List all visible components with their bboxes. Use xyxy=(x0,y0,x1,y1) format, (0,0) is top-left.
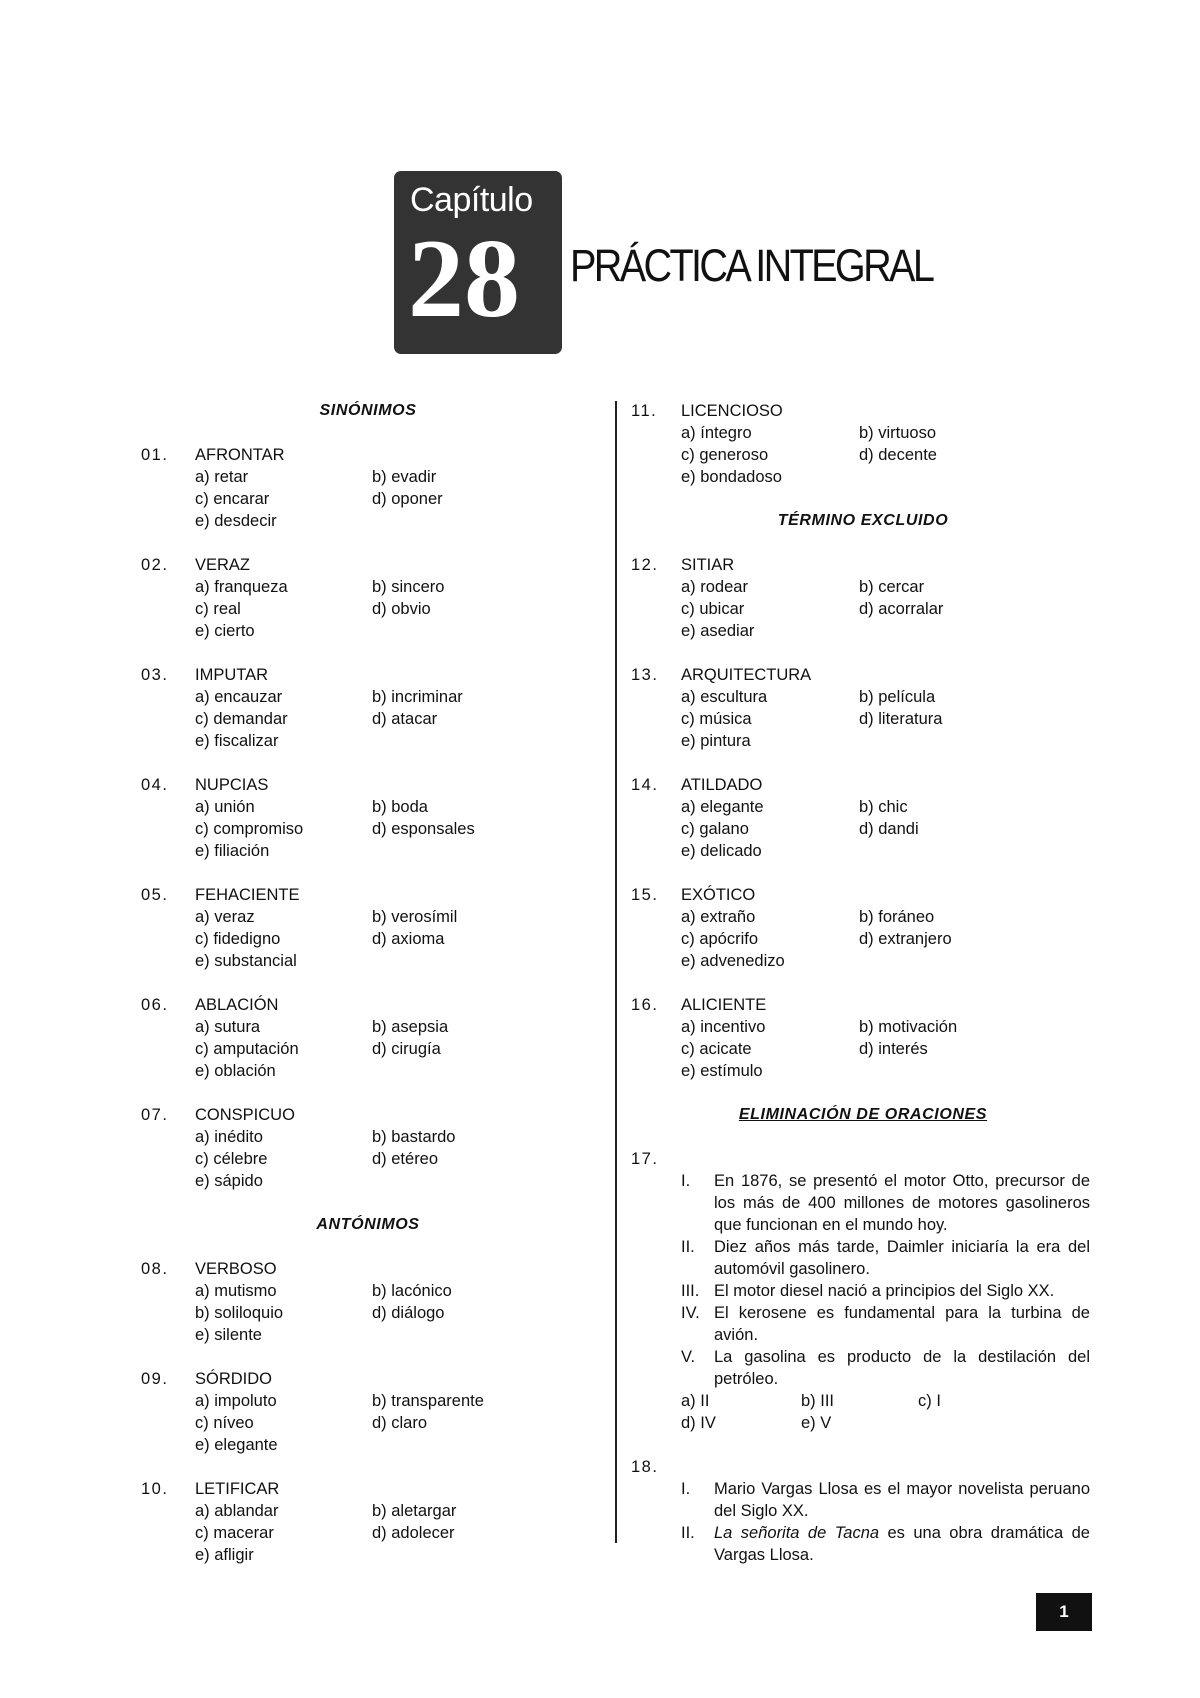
question-word: SITIAR xyxy=(681,556,735,574)
statement-5 xyxy=(628,1346,1090,1390)
section-heading-eliminacion: ELIMINACIÓN DE ORACIONES xyxy=(738,1106,988,1123)
option-b: b) bastardo xyxy=(372,1128,456,1146)
option-a: a) encauzar xyxy=(195,688,283,706)
option-a: a) extraño xyxy=(681,908,756,926)
option-b: b) lacónico xyxy=(372,1282,452,1300)
option-d: d) decente xyxy=(859,446,937,464)
question-08 xyxy=(138,1258,598,1346)
question-word: VERBOSO xyxy=(195,1260,277,1278)
roman-numeral: I. xyxy=(681,1480,691,1498)
option-c: c) apócrifo xyxy=(681,930,759,948)
question-number: 03. xyxy=(141,666,169,684)
left-column xyxy=(138,400,598,1588)
question-09 xyxy=(138,1368,598,1456)
question-number: 07. xyxy=(141,1106,169,1124)
question-word: LETIFICAR xyxy=(195,1480,280,1498)
option-a: a) impoluto xyxy=(195,1392,277,1410)
option-a: a) II xyxy=(681,1392,710,1410)
option-b: b) asepsia xyxy=(372,1018,449,1036)
question-number: 16. xyxy=(631,996,659,1014)
option-b: b) chic xyxy=(859,798,908,816)
roman-numeral: V. xyxy=(681,1348,696,1366)
option-c: c) ubicar xyxy=(681,600,745,618)
option-d: d) claro xyxy=(372,1414,428,1432)
question-number: 01. xyxy=(141,446,169,464)
statement-text: En 1876, se presentó el motor Otto, precursor de los más de 400 millones de motores gasolineros que funcionan en el mundo hoy. xyxy=(714,1172,1090,1234)
question-16 xyxy=(628,994,1098,1082)
question-13 xyxy=(628,664,1098,752)
option-b: b) verosímil xyxy=(372,908,458,926)
option-a: a) unión xyxy=(195,798,255,816)
question-number: 15. xyxy=(631,886,659,904)
option-c: c) generoso xyxy=(681,446,769,464)
question-18 xyxy=(628,1456,1098,1566)
question-number: 18. xyxy=(631,1458,659,1476)
right-column xyxy=(628,400,1098,1588)
question-number: 13. xyxy=(631,666,659,684)
chapter-number: 28 xyxy=(408,217,520,341)
question-word: EXÓTICO xyxy=(681,886,756,904)
question-word: CONSPICUO xyxy=(195,1106,295,1124)
option-e: e) substancial xyxy=(195,952,297,970)
chapter-badge xyxy=(394,171,562,354)
question-17 xyxy=(628,1148,1098,1434)
option-c: c) encarar xyxy=(195,490,270,508)
column-divider xyxy=(615,401,617,1543)
question-word: FEHACIENTE xyxy=(195,886,300,904)
option-d: d) acorralar xyxy=(859,600,944,618)
option-a: a) elegante xyxy=(681,798,764,816)
question-word: ALICIENTE xyxy=(681,996,767,1014)
question-word: AFRONTAR xyxy=(195,446,285,464)
option-c: c) demandar xyxy=(195,710,288,728)
option-b: b) incriminar xyxy=(372,688,463,706)
option-a: a) inédito xyxy=(195,1128,263,1146)
question-number: 17. xyxy=(631,1150,659,1168)
question-07 xyxy=(138,1104,598,1192)
question-03 xyxy=(138,664,598,752)
option-c: c) real xyxy=(195,600,241,618)
option-b: b) transparente xyxy=(372,1392,484,1410)
question-04 xyxy=(138,774,598,862)
option-c: c) amputación xyxy=(195,1040,299,1058)
option-b: b) aletargar xyxy=(372,1502,457,1520)
statement-2 xyxy=(628,1236,1090,1280)
question-01 xyxy=(138,444,598,532)
option-d: d) literatura xyxy=(859,710,943,728)
option-d: d) diálogo xyxy=(372,1304,445,1322)
page-number: 1 xyxy=(1036,1593,1092,1631)
work-title: La señorita de Tacna xyxy=(714,1524,880,1542)
question-number: 14. xyxy=(631,776,659,794)
option-c: c) música xyxy=(681,710,752,728)
question-number: 10. xyxy=(141,1480,169,1498)
option-d: d) obvio xyxy=(372,600,431,618)
statement-1 xyxy=(628,1478,1090,1522)
option-e: e) V xyxy=(801,1414,832,1432)
option-b: b) virtuoso xyxy=(859,424,937,442)
statement-2 xyxy=(628,1522,1090,1566)
option-b: b) III xyxy=(801,1392,835,1410)
option-b: b) evadir xyxy=(372,468,437,486)
option-b: b) foráneo xyxy=(859,908,935,926)
option-d: d) interés xyxy=(859,1040,928,1058)
option-a: a) franqueza xyxy=(195,578,288,596)
question-12 xyxy=(628,554,1098,642)
option-b: b) cercar xyxy=(859,578,925,596)
statement-text: La gasolina es producto de la destilación del petróleo. xyxy=(714,1348,1090,1388)
option-d: d) extranjero xyxy=(859,930,952,948)
section-heading-antonimos: ANTÓNIMOS xyxy=(316,1216,420,1233)
option-a: a) escultura xyxy=(681,688,768,706)
question-02 xyxy=(138,554,598,642)
question-06 xyxy=(138,994,598,1082)
option-d: d) esponsales xyxy=(372,820,475,838)
chapter-title: PRÁCTICA INTEGRAL xyxy=(570,240,933,291)
option-e: e) delicado xyxy=(681,842,762,860)
option-c: c) acicate xyxy=(681,1040,752,1058)
roman-numeral: III. xyxy=(681,1282,700,1300)
option-e: e) advenedizo xyxy=(681,952,785,970)
option-e: e) elegante xyxy=(195,1436,278,1454)
question-number: 02. xyxy=(141,556,169,574)
option-a: a) sutura xyxy=(195,1018,261,1036)
question-word: VERAZ xyxy=(195,556,251,574)
question-number: 04. xyxy=(141,776,169,794)
roman-numeral: II. xyxy=(681,1238,695,1256)
option-d: d) etéreo xyxy=(372,1150,439,1168)
option-c: c) fidedigno xyxy=(195,930,281,948)
option-c: c) célebre xyxy=(195,1150,268,1168)
option-a: a) mutismo xyxy=(195,1282,277,1300)
question-word: ARQUITECTURA xyxy=(681,666,812,684)
option-e: e) sápido xyxy=(195,1172,263,1190)
question-number: 06. xyxy=(141,996,169,1014)
question-word: IMPUTAR xyxy=(195,666,269,684)
statement-text: es una obra dramática de Vargas Llosa. xyxy=(714,1524,1090,1564)
option-d: d) axioma xyxy=(372,930,445,948)
question-word: ABLACIÓN xyxy=(195,996,279,1014)
option-d: d) dandi xyxy=(859,820,919,838)
statement-text: El kerosene es fundamental para la turbina de avión. xyxy=(714,1304,1090,1344)
option-b: b) motivación xyxy=(859,1018,958,1036)
question-word: NUPCIAS xyxy=(195,776,269,794)
option-a: a) incentivo xyxy=(681,1018,766,1036)
option-d: d) adolecer xyxy=(372,1524,455,1542)
question-14 xyxy=(628,774,1098,862)
question-word: ATILDADO xyxy=(681,776,763,794)
statement-text: Diez años más tarde, Daimler iniciaría la era del automóvil gasolinero. xyxy=(714,1238,1090,1278)
option-c: c) macerar xyxy=(195,1524,274,1542)
option-b: b) película xyxy=(859,688,936,706)
question-number: 12. xyxy=(631,556,659,574)
option-d: d) oponer xyxy=(372,490,443,508)
option-c: c) níveo xyxy=(195,1414,254,1432)
option-a: a) íntegro xyxy=(681,424,752,442)
question-word: LICENCIOSO xyxy=(681,402,783,420)
option-c: c) compromiso xyxy=(195,820,304,838)
option-e: e) filiación xyxy=(195,842,270,860)
option-a: a) rodear xyxy=(681,578,748,596)
statement-1 xyxy=(628,1170,1090,1236)
roman-numeral: II. xyxy=(681,1524,695,1542)
option-e: e) bondadoso xyxy=(681,468,782,486)
option-c: c) galano xyxy=(681,820,749,838)
option-e: e) pintura xyxy=(681,732,751,750)
option-c: c) I xyxy=(918,1392,941,1410)
option-e: e) afligir xyxy=(195,1546,254,1564)
option-c: b) soliloquio xyxy=(195,1304,284,1322)
option-a: a) veraz xyxy=(195,908,255,926)
option-e: e) fiscalizar xyxy=(195,732,279,750)
question-10 xyxy=(138,1478,598,1566)
roman-numeral: I. xyxy=(681,1172,691,1190)
chapter-label: Capítulo xyxy=(410,181,533,219)
question-word: SÓRDIDO xyxy=(195,1370,273,1388)
option-e: e) silente xyxy=(195,1326,262,1344)
option-a: a) ablandar xyxy=(195,1502,279,1520)
option-e: e) oblación xyxy=(195,1062,276,1080)
option-e: e) cierto xyxy=(195,622,255,640)
option-d: d) IV xyxy=(681,1414,716,1432)
question-number: 05. xyxy=(141,886,169,904)
section-heading-termino-excluido: TÉRMINO EXCLUIDO xyxy=(777,512,949,529)
statement-text: Mario Vargas Llosa es el mayor novelista peruano del Siglo XX. xyxy=(714,1480,1090,1520)
statement-4 xyxy=(628,1302,1090,1346)
question-number: 08. xyxy=(141,1260,169,1278)
option-d: d) atacar xyxy=(372,710,438,728)
section-heading-sinonimos: SINÓNIMOS xyxy=(319,402,417,419)
statement-3 xyxy=(628,1280,1090,1302)
option-b: b) sincero xyxy=(372,578,445,596)
option-e: e) desdecir xyxy=(195,512,277,530)
question-11 xyxy=(628,400,1098,488)
question-05 xyxy=(138,884,598,972)
option-b: b) boda xyxy=(372,798,428,816)
question-number: 11. xyxy=(631,402,658,420)
statement-text: El motor diesel nació a principios del Siglo XX. xyxy=(714,1282,1055,1300)
option-a: a) retar xyxy=(195,468,249,486)
option-d: d) cirugía xyxy=(372,1040,441,1058)
question-15 xyxy=(628,884,1098,972)
question-number: 09. xyxy=(141,1370,169,1388)
option-e: e) estímulo xyxy=(681,1062,763,1080)
roman-numeral: IV. xyxy=(681,1304,700,1322)
option-e: e) asediar xyxy=(681,622,755,640)
